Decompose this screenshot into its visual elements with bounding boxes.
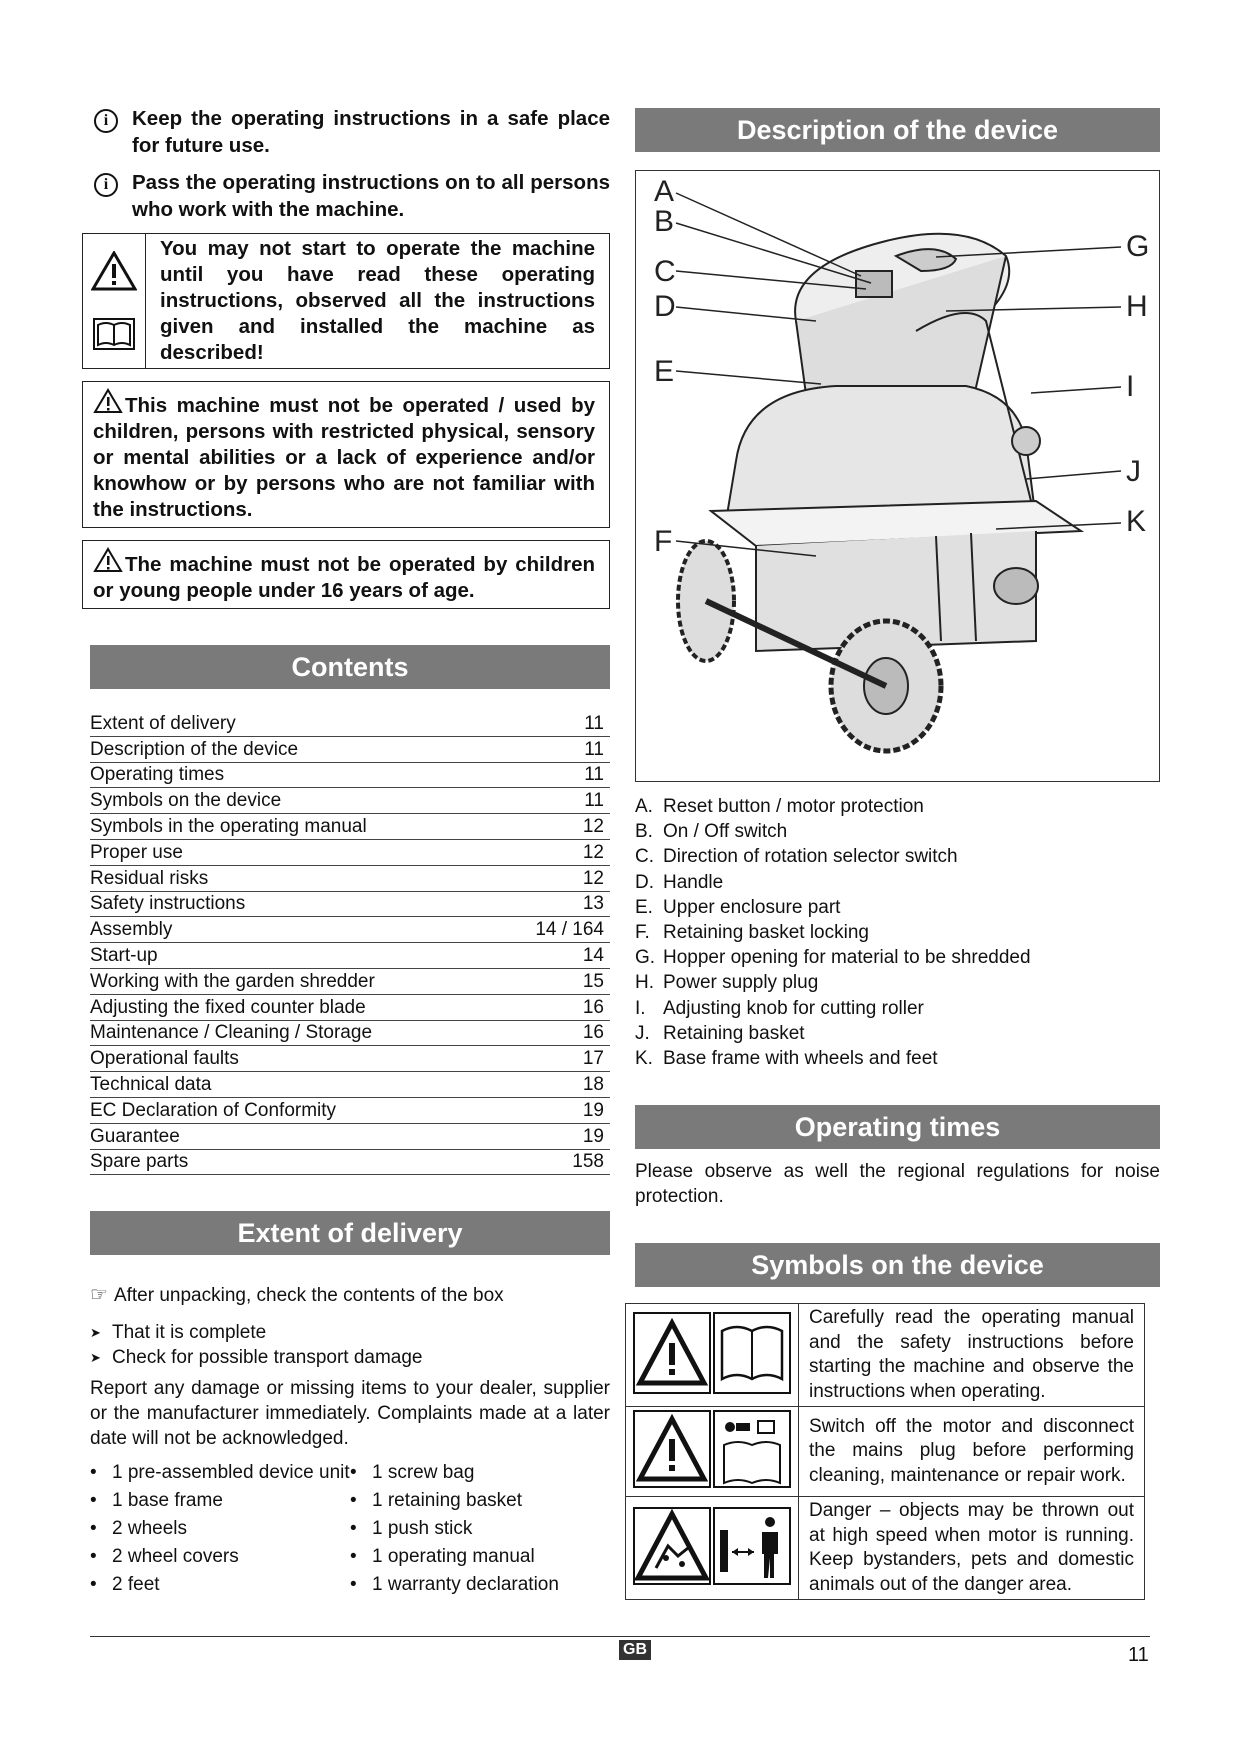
contents-table [90,711,610,1175]
delivery-checks [90,1320,610,1370]
legend-item [635,895,1160,920]
contents-entry-page: 158 [502,1149,610,1175]
legend-item [635,996,1160,1021]
legend-text: Direction of rotation selector switch [663,846,958,868]
contents-entry-page: 12 [502,839,610,865]
list-item: • 1 pre-assembled device unit [90,1459,350,1487]
contents-entry-label: Residual risks [90,865,502,891]
contents-entry-page: 19 [502,1097,610,1123]
legend-key: A. [635,796,653,817]
table-row [90,814,610,840]
list-item: • 1 retaining basket [350,1487,610,1515]
table-row [90,762,610,788]
symbol-icons [626,1407,799,1497]
table-row [90,943,610,969]
contents-entry-page: 13 [502,891,610,917]
list-item: • 1 operating manual [350,1543,610,1571]
read-manual-symbol-icon [632,1311,792,1395]
table-row [90,865,610,891]
legend-text: On / Off switch [663,821,788,843]
figure-label-k: K [1126,505,1147,538]
legend-key: F. [635,922,650,944]
table-row [90,788,610,814]
read-manual-warning [82,233,610,369]
table-row [90,1046,610,1072]
warning-text: The machine must not be operated by children or young people under 16 years of age. [93,553,595,602]
legend-key: G. [635,947,656,969]
info-text: Pass the operating instructions on to all persons who work with the machine. [132,171,610,221]
legend-item [635,819,1160,844]
contents-entry-label: Operating times [90,762,502,788]
contents-entry-label: Operational faults [90,1046,502,1072]
table-row [626,1407,1145,1497]
table-row [90,891,610,917]
legend-key: B. [635,821,653,843]
contents-entry-label: Extent of delivery [90,711,502,736]
figure-label-e: E [654,355,675,388]
contents-entry-page: 11 [502,762,610,788]
info-icon: i [94,173,118,197]
warning-triangle-icon [93,388,123,414]
legend-text: Retaining basket locking [663,922,869,944]
symbol-text: Danger – objects may be thrown out at high speed when motor is running. Keep bystanders, pets and domestic animals out of the danger area. [799,1497,1145,1600]
contents-entry-label: Technical data [90,1072,502,1098]
contents-heading: Contents [90,645,610,689]
contents-entry-label: Proper use [90,839,502,865]
symbol-text: Carefully read the operating manual and the safety instructions before starting the machine and observe the instructions when operating. [799,1304,1145,1407]
device-illustration [635,170,1160,782]
age-warning [82,540,610,609]
symbol-icons [626,1497,799,1600]
delivery-hint-text: After unpacking, check the contents of the box [113,1285,504,1307]
operating-times-text: Please observe as well the regional regulations for noise protection. [635,1161,1160,1208]
symbols-heading: Symbols on the device [635,1243,1160,1287]
table-row [626,1304,1145,1407]
figure-label-d: D [654,290,676,323]
warning-text: This machine must not be operated / used by children, persons with restricted physical, sensory or mental abilities or a lack of experience and/or knowhow or by persons who are not familiar with the instructions. [93,394,595,521]
info-note-safe-place [90,105,610,159]
legend-text: Hopper opening for material to be shredded [663,947,1031,969]
contents-entry-page: 18 [502,1072,610,1098]
contents-entry-page: 16 [502,1020,610,1046]
contents-entry-label: Symbols on the device [90,788,502,814]
legend-text: Power supply plug [663,972,819,994]
contents-entry-page: 16 [502,994,610,1020]
legend-text: Retaining basket [663,1022,805,1044]
contents-entry-page: 11 [502,736,610,762]
contents-entry-page: 17 [502,1046,610,1072]
figure-label-i: I [1126,370,1135,403]
table-row [90,994,610,1020]
legend-key: E. [635,896,653,918]
description-heading: Description of the device [635,108,1160,152]
table-row [90,736,610,762]
figure-label-f: F [654,525,673,558]
info-note-pass-on [90,169,610,223]
contents-entry-label: Adjusting the fixed counter blade [90,994,502,1020]
legend-text: Upper enclosure part [663,896,841,918]
legend-text: Adjusting knob for cutting roller [663,997,924,1019]
page-number: 11 [1128,1644,1149,1666]
contents-entry-page: 19 [502,1123,610,1149]
table-row [90,711,610,736]
list-item: • 2 feet [90,1571,350,1599]
figure-label-b: B [654,205,675,238]
legend-key: H. [635,972,654,994]
contents-entry-label: Assembly [90,917,502,943]
pointing-hand-icon: ☞ [90,1284,108,1307]
symbol-text: Switch off the motor and disconnect the mains plug before performing cleaning, maintenance or repair work. [799,1407,1145,1497]
list-item: • 2 wheels [90,1515,350,1543]
warning-triangle-icon [91,251,137,291]
items-column-1 [90,1459,350,1599]
contents-entry-label: Maintenance / Cleaning / Storage [90,1020,502,1046]
children-warning [82,381,610,528]
country-badge: GB [619,1640,651,1660]
contents-entry-label: Guarantee [90,1123,502,1149]
manual-book-icon [92,317,136,351]
legend-item [635,1046,1160,1071]
legend-item [635,970,1160,995]
table-row [90,917,610,943]
legend-text: Handle [663,871,724,893]
legend-key: I. [635,997,646,1019]
footer-divider [90,1636,1150,1637]
table-row [626,1497,1145,1600]
extent-of-delivery-heading: Extent of delivery [90,1211,610,1255]
thrown-objects-symbol-icon [632,1506,792,1586]
contents-entry-label: Spare parts [90,1149,502,1175]
contents-entry-label: Symbols in the operating manual [90,814,502,840]
right-column [635,108,1160,1600]
info-text: Keep the operating instructions in a safe place for future use. [132,107,610,157]
figure-label-a: A [654,175,675,208]
shredder-drawing [636,171,1158,779]
legend-key: C. [635,846,654,868]
figure-label-c: C [654,255,676,288]
legend-key: K. [635,1048,653,1070]
legend-item [635,920,1160,945]
legend-item [635,870,1160,895]
table-row [90,839,610,865]
unplug-symbol-icon [632,1409,792,1489]
table-row [90,968,610,994]
contents-entry-label: Working with the garden shredder [90,968,502,994]
table-row [90,1123,610,1149]
figure-label-j: J [1126,455,1141,488]
contents-entry-page: 11 [502,788,610,814]
legend-key: D. [635,871,654,893]
symbols-table [625,1303,1145,1600]
left-column [90,105,610,1599]
table-row [90,1097,610,1123]
contents-entry-label: EC Declaration of Conformity [90,1097,502,1123]
delivery-items [90,1459,610,1599]
legend-item [635,1021,1160,1046]
operating-times-heading: Operating times [635,1105,1160,1149]
list-item: • 1 screw bag [350,1459,610,1487]
contents-entry-page: 15 [502,968,610,994]
contents-entry-label: Start-up [90,943,502,969]
table-row [90,1020,610,1046]
contents-entry-page: 12 [502,865,610,891]
list-item: ➤ That it is complete [90,1320,610,1345]
items-column-2 [350,1459,610,1599]
legend-key: J. [635,1022,650,1044]
list-item: • 1 base frame [90,1487,350,1515]
symbol-icons [626,1304,799,1407]
warning-text: You may not start to operate the machine until you have read these operating instructions, observed all the instructions given and installed the machine as described! [160,237,595,364]
list-item: • 2 wheel covers [90,1543,350,1571]
legend-item [635,945,1160,970]
contents-entry-label: Safety instructions [90,891,502,917]
info-icon: i [94,109,118,133]
legend-text: Base frame with wheels and feet [663,1048,938,1070]
warning-triangle-icon [93,547,123,573]
legend-item [635,844,1160,869]
contents-entry-label: Description of the device [90,736,502,762]
delivery-hint [90,1283,610,1308]
legend-text: Reset button / motor protection [663,796,924,817]
delivery-paragraph: Report any damage or missing items to your dealer, supplier or the manufacturer immediately. Complaints made at a later date will not be acknowledged. [90,1378,610,1450]
list-item: ➤ Check for possible transport damage [90,1345,610,1370]
figure-label-h: H [1126,290,1148,323]
table-row [90,1149,610,1175]
contents-entry-page: 14 [502,943,610,969]
figure-legend [635,794,1160,1071]
list-item: • 1 push stick [350,1515,610,1543]
figure-label-g: G [1126,230,1150,263]
contents-entry-page: 14 / 164 [502,917,610,943]
contents-entry-page: 11 [502,711,610,736]
table-row [90,1072,610,1098]
list-item: • 1 warranty declaration [350,1571,610,1599]
contents-entry-page: 12 [502,814,610,840]
legend-item [635,794,1160,819]
